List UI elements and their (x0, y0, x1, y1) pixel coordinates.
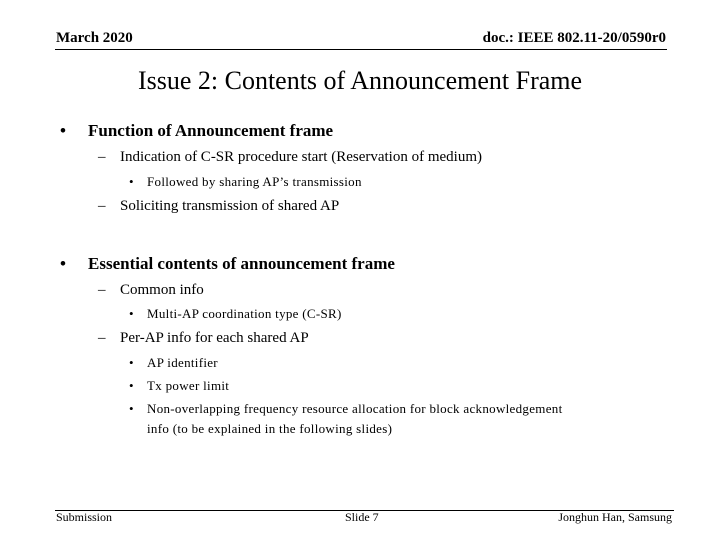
bullet-function (60, 121, 334, 141)
bullet-text: Function of Announcement frame (88, 121, 334, 140)
detail-frequency-allocation-continued: info (to be explained in the following slides) (147, 421, 393, 436)
sub-bullet-common-info (98, 282, 204, 299)
footer-author: Jonghun Han, Samsung (558, 510, 672, 524)
detail-followed-by (129, 174, 362, 190)
sub-bullet-text: Common info (120, 282, 204, 298)
slide-title: Issue 2: Contents of Announcement Frame (137, 66, 583, 95)
dash-marker: – (98, 149, 106, 165)
sub-bullet-text: Soliciting transmission of shared AP (120, 198, 340, 214)
detail-multi-ap (129, 306, 342, 322)
detail-text: Tx power limit (147, 378, 230, 393)
footer-submission: Submission (56, 510, 113, 524)
header-date: March 2020 (56, 30, 133, 46)
dot-marker: • (129, 174, 134, 189)
dot-marker: • (129, 306, 134, 321)
dash-marker: – (98, 330, 106, 346)
detail-text: Followed by sharing AP’s transmission (147, 174, 362, 189)
sub-bullet-per-ap-info (98, 330, 309, 347)
dot-marker: • (129, 355, 134, 370)
sub-bullet-indication (98, 149, 482, 166)
detail-frequency-allocation (129, 401, 563, 417)
bullet-marker: • (60, 121, 66, 140)
detail-text: AP identifier (147, 355, 218, 370)
dot-marker: • (129, 378, 134, 393)
detail-tx-power-limit (129, 378, 230, 394)
header-doc-id: doc.: IEEE 802.11-20/0590r0 (482, 30, 666, 46)
sub-bullet-soliciting (98, 198, 340, 215)
bullet-essential-contents (60, 254, 395, 274)
sub-bullet-text: Per-AP info for each shared AP (120, 330, 309, 346)
detail-text: Multi-AP coordination type (C-SR) (147, 306, 342, 321)
footer-slide-number: Slide 7 (345, 510, 379, 524)
bullet-text: Essential contents of announcement frame (88, 254, 395, 273)
bullet-marker: • (60, 254, 66, 273)
header-divider (55, 49, 667, 50)
sub-bullet-text: Indication of C-SR procedure start (Reservation of medium) (120, 149, 482, 165)
dash-marker: – (98, 198, 106, 214)
dash-marker: – (98, 282, 106, 298)
detail-ap-identifier (129, 355, 218, 371)
detail-text: Non-overlapping frequency resource allocation for block acknowledgement (147, 401, 563, 416)
dot-marker: • (129, 401, 134, 416)
